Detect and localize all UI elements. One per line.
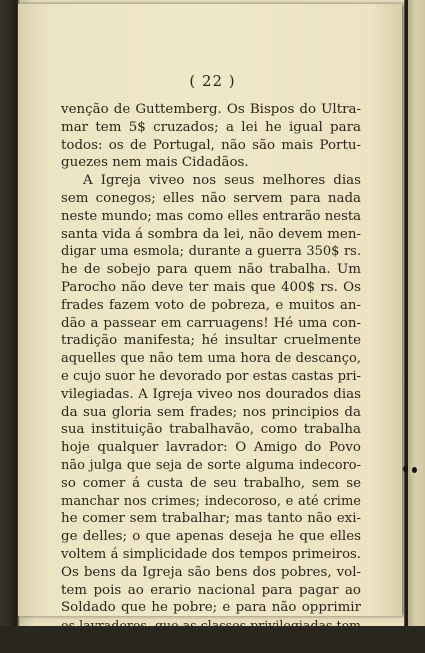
text-line: não julga que seja de sorte alguma indecoro- (61, 457, 361, 473)
text-line: Parocho não deve ter mais que 400$ rs. Os (61, 279, 361, 295)
text-line: frades fazem voto de pobreza, e muitos an- (61, 297, 361, 313)
page-body-text (61, 101, 361, 653)
text-line: todos: os de Portugal, não são mais Portu- (61, 137, 361, 153)
text-line: tem pois ao erario nacional para pagar ao (61, 582, 361, 598)
text-line: tradição manifesta; hé insultar cruelmente (61, 333, 361, 349)
text-line: da sua gloria sem frades; nos principios da (61, 404, 361, 420)
text-line: sua instituição trabalhavão, como trabalha (61, 422, 361, 438)
text-line: manchar nos crimes; indecoroso, e até crime (61, 493, 361, 509)
text-line: reduzido á ultima desgraça. (61, 635, 251, 651)
text-line: guezes nem mais Cidadãos. (61, 155, 249, 171)
text-line: mar tem 5$ cruzados; a lei he igual para (61, 119, 361, 135)
text-line: so comer á custa de seu trabalho, sem se (61, 475, 361, 491)
text-line: voltem á simplicidade dos tempos primeiros. (61, 546, 361, 562)
text-line: aquelles que não tem uma hora de descanço, (61, 351, 361, 367)
text-line: A Igreja viveo nos seus melhores dias (83, 173, 361, 189)
text-line: venção de Guttemberg. Os Bispos do Ultra- (61, 102, 361, 117)
text-line: os lavradores, que as classes privilegiadas tem (61, 618, 361, 634)
page-gutter (405, 0, 408, 626)
ink-blot (403, 466, 408, 472)
text-line: hoje qualquer lavrador: O Amigo do Povo (61, 440, 361, 456)
text-line: he comer sem trabalhar; mas tanto não exi- (61, 511, 361, 527)
text-line: neste mundo; mas como elles entrarão nesta (61, 208, 361, 224)
text-line: digar uma esmola; durante a guerra 350$ rs. (61, 244, 361, 260)
text-line: he de sobejo para quem não trabalha. Um (61, 262, 361, 278)
text-line: sem conegos; elles não servem para nada (61, 190, 361, 206)
text-line: Soldado que he pobre; e para não opprimir (61, 600, 361, 616)
ink-blot (412, 467, 417, 473)
text-line: Os bens da Igreja são bens dos pobres, vol- (61, 564, 361, 580)
text-line: e cujo suor he devorado por estas castas pri- (61, 368, 361, 384)
text-line: vilegiadas. A Igreja viveo nos dourados dias (61, 386, 361, 402)
page-number: ( 22 ) (189, 72, 236, 90)
text-line: santa vida á sombra da lei, não devem men- (61, 226, 361, 242)
text-line: ge delles; o que apenas deseja he que elles (61, 529, 361, 545)
text-line: dão a passear em carruagens! Hé uma con- (61, 315, 361, 331)
